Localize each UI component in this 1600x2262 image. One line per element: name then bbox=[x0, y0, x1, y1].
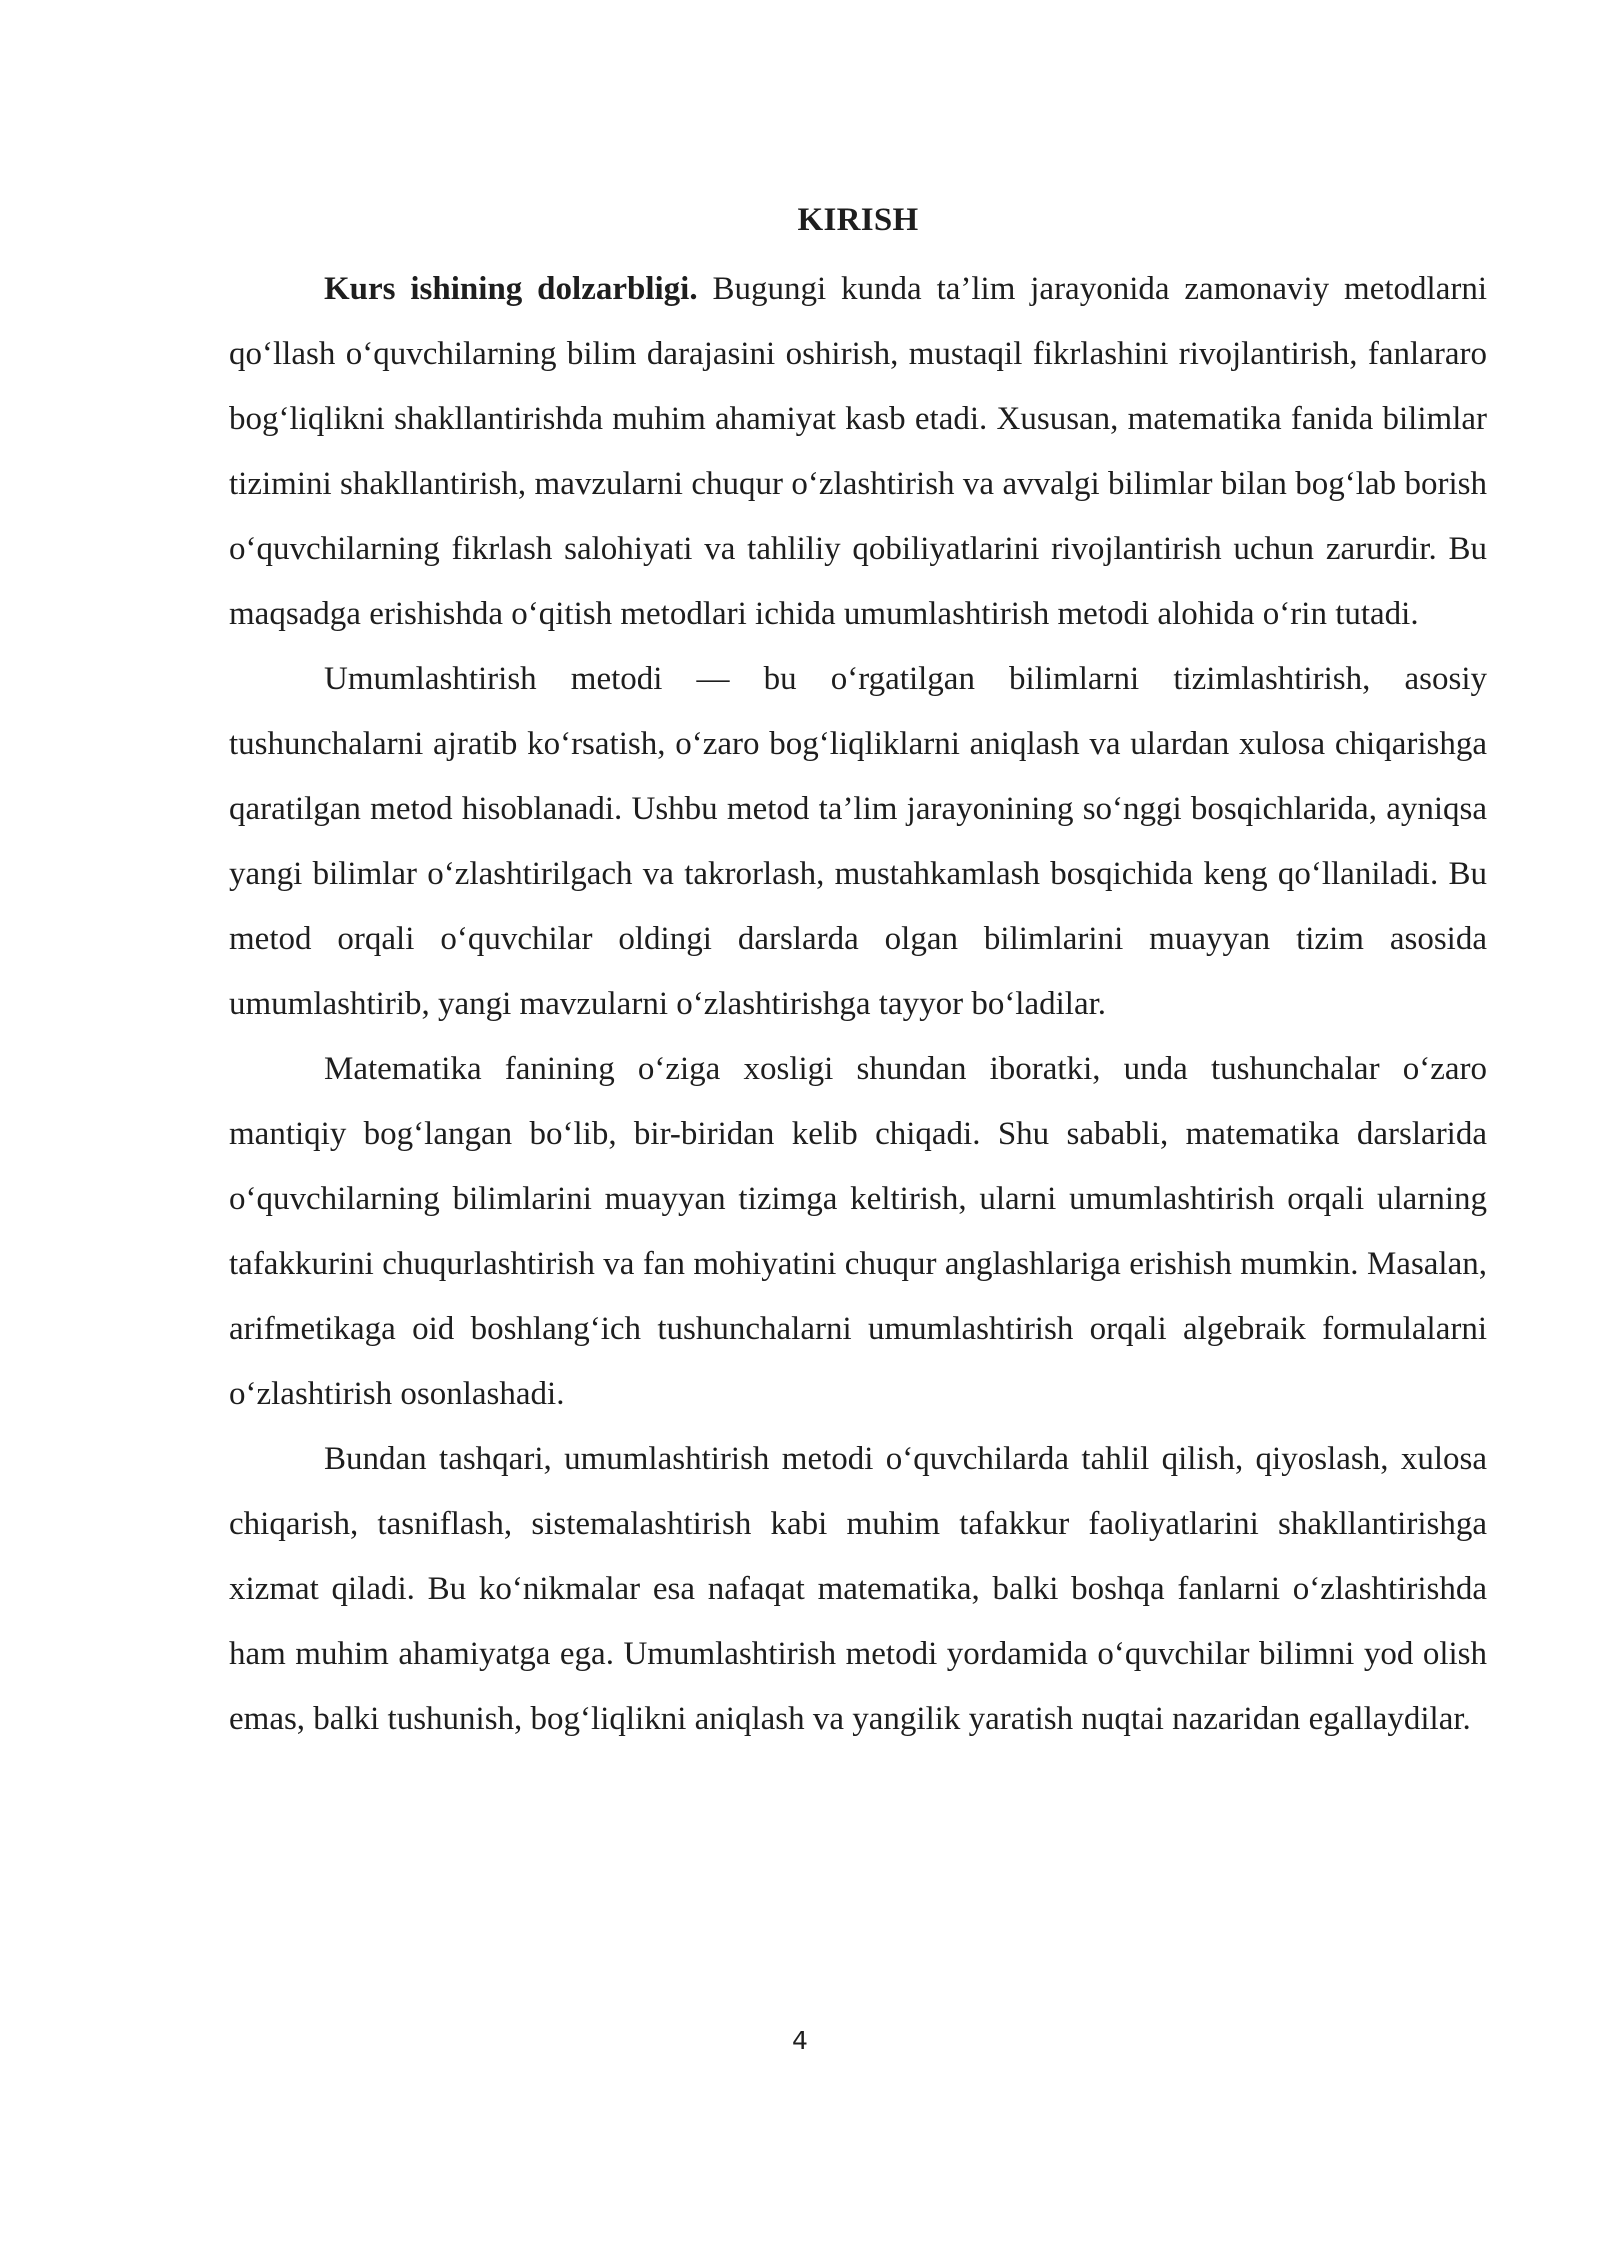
section-title: KIRISH bbox=[797, 202, 919, 238]
paragraph-method-definition: Umumlashtirish metodi — bu o‘rgatilgan bilimlarni tizimlashtirish, asosiy tushunchalarni ajratib ko‘rsatish, o‘zaro bog‘liqliklarni aniqlash va ulardan xulosa chiqarishga qaratilgan metod hisoblanadi. Ushbu metod ta’lim jarayonining so‘nggi bosqichlarida, ayniqsa yangi bilimlar o‘zlashtirilgach va takrorlash, mustahkamlash bosqichida keng qo‘llaniladi. Bu metod orqali o‘quvchilar oldingi darslarda olgan bilimlarini muayyan tizim asosida umumlashtirib, yangi mavzularni o‘zlashtirishga tayyor bo‘ladilar. bbox=[229, 661, 1487, 1022]
paragraph-mathematics: Matematika fanining o‘ziga xosligi shundan iboratki, unda tushunchalar o‘zaro mantiqiy bog‘langan bo‘lib, bir-biridan kelib chiqadi. Shu sababli, matematika darslarida o‘quvchilarning bilimlarini muayyan tizimga keltirish, ularni umumlashtirish orqali ularning tafakkurini chuqurlashtirish va fan mohiyatini chuqur anglashlariga erishish mumkin. Masalan, arifmetikaga oid boshlang‘ich tushunchalarni umumlashtirish orqali algebraik formulalarni o‘zlashtirish osonlashadi. bbox=[229, 1051, 1487, 1412]
page-number: 4 bbox=[792, 2026, 808, 2055]
paragraph-relevance bbox=[229, 257, 1487, 647]
page-body bbox=[229, 192, 1487, 1752]
paragraph-thinking-skills: Bundan tashqari, umumlashtirish metodi o‘quvchilarda tahlil qilish, qiyoslash, xulosa chiqarish, tasniflash, sistemalashtirish kabi muhim tafakkur faoliyatlarini shakllantirishga xizmat qiladi. Bu ko‘nikmalar esa nafaqat matematika, balki boshqa fanlarni o‘zlashtirishda ham muhim ahamiyatga ega. Umumlashtirish metodi yordamida o‘quvchilar bilimni yod olish emas, balki tushunish, bog‘liqlikni aniqlash va yangilik yaratish nuqtai nazaridan egallaydilar. bbox=[229, 1441, 1487, 1737]
paragraph-text: Bugungi kunda ta’lim jarayonida zamonaviy metodlarni qo‘llash o‘quvchilarning bilim darajasini oshirish, mustaqil fikrlashini rivojlantirish, fanlararo bog‘liqlikni shakllantirishda muhim ahamiyat kasb etadi. Xususan, matematika fanida bilimlar tizimini shakllantirish, mavzularni chuqur o‘zlashtirish va avvalgi bilimlar bilan bog‘lab borish o‘quvchilarning fikrlash salohiyati va tahliliy qobiliyatlarini rivojlantirish uchun zarurdir. Bu maqsadga erishishda o‘qitish metodlari ichida umumlashtirish metodi alohida o‘rin tutadi. bbox=[229, 271, 1488, 632]
paragraph-lead: Kurs ishining dolzarbligi. bbox=[324, 271, 698, 307]
